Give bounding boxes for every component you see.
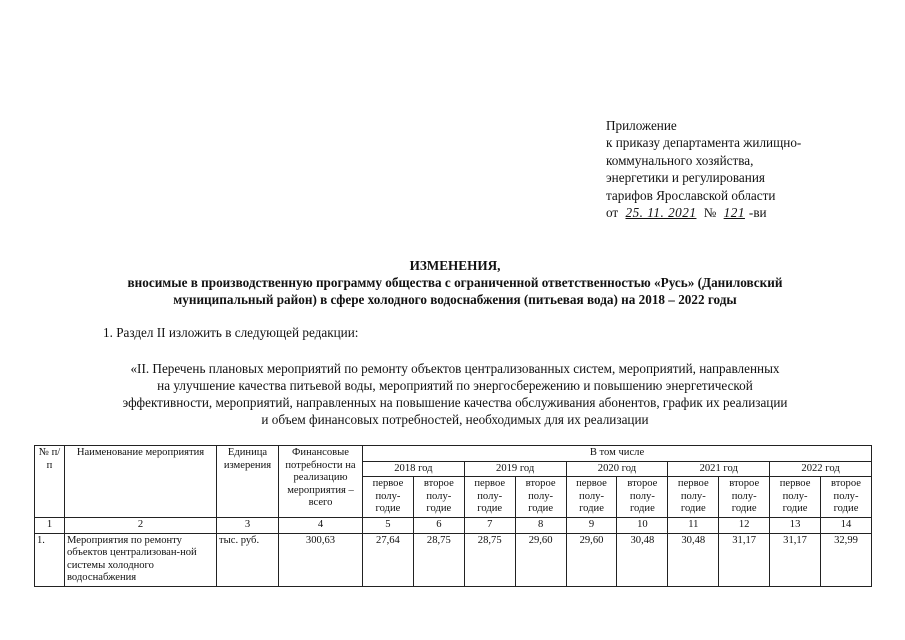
column-number: 2 — [65, 517, 217, 533]
column-number: 5 — [363, 517, 414, 533]
row-value: 31,17 — [719, 533, 770, 586]
row-name: Мероприятия по ремонту объектов централизован-ной системы холодного водоснабжения — [65, 533, 217, 586]
column-number: 14 — [821, 517, 872, 533]
row-value: 29,60 — [566, 533, 617, 586]
column-number: 7 — [464, 517, 515, 533]
row-unit: тыс. руб. — [217, 533, 279, 586]
list-title — [40, 360, 870, 428]
row-value: 29,60 — [515, 533, 566, 586]
title-line-3: муниципальный район) в сфере холодного водоснабжения (питьевая вода) на 2018 – 2022 годы — [173, 292, 737, 307]
header-name: Наименование мероприятия — [65, 446, 217, 518]
column-number: 8 — [515, 517, 566, 533]
header-first-half: первое полу-годие — [363, 477, 414, 518]
header-first-half: первое полу-годие — [668, 477, 719, 518]
section-instruction: 1. Раздел II изложить в следующей редакции: — [103, 325, 359, 340]
appendix-line: тарифов Ярославской области — [606, 187, 776, 203]
header-second-half: второе полу-годие — [821, 477, 872, 518]
header-year: 2019 год — [464, 461, 566, 477]
header-first-half: первое полу-годие — [770, 477, 821, 518]
appendix-line: энергетики и регулирования — [606, 170, 765, 186]
header-first-half: первое полу-годие — [464, 477, 515, 518]
column-number: 6 — [413, 517, 464, 533]
measures-table — [34, 445, 872, 587]
number-suffix: -ви — [748, 205, 767, 221]
column-number: 11 — [668, 517, 719, 533]
row-num: 1. — [35, 533, 65, 586]
header-year: 2022 год — [770, 461, 872, 477]
header-year: 2021 год — [668, 461, 770, 477]
column-number-row — [35, 517, 872, 533]
row-value: 28,75 — [413, 533, 464, 586]
row-value: 32,99 — [821, 533, 872, 586]
appendix-line: коммунального хозяйства, — [606, 152, 754, 168]
header-including: В том числе — [363, 446, 872, 462]
column-number: 9 — [566, 517, 617, 533]
header-first-half: первое полу-годие — [566, 477, 617, 518]
number-prefix: № — [703, 205, 717, 221]
column-number: 10 — [617, 517, 668, 533]
list-title-line-3: эффективности, мероприятий, направленных на повышение качества обслуживания абонентов, график их реализации — [122, 395, 788, 410]
order-date: 25. 11. 2021 — [625, 205, 697, 221]
header-unit: Единица измерения — [217, 446, 279, 518]
order-number: 121 — [723, 205, 745, 221]
header-year: 2020 год — [566, 461, 668, 477]
appendix-line: Приложение — [606, 118, 677, 133]
title-line-1: ИЗМЕНЕНИЯ, — [409, 258, 501, 273]
column-number: 4 — [279, 517, 363, 533]
date-prefix: от — [606, 205, 619, 221]
header-second-half: второе полу-годие — [515, 477, 566, 518]
header-second-half: второе полу-годие — [617, 477, 668, 518]
appendix-block — [606, 117, 801, 221]
column-number: 12 — [719, 517, 770, 533]
column-number: 13 — [770, 517, 821, 533]
list-title-line-2: на улучшение качества питьевой воды, мероприятий по энергосбережению и повышению энергетической — [157, 378, 753, 393]
appendix-date-line — [606, 204, 801, 221]
header-second-half: второе полу-годие — [413, 477, 464, 518]
row-value: 30,48 — [668, 533, 719, 586]
title-line-2: вносимые в производственную программу общества с ограниченной ответственностью «Русь» (Даниловский — [127, 275, 783, 290]
list-title-line-4: и объем финансовых потребностей, необходимых для их реализации — [261, 412, 649, 427]
column-number: 3 — [217, 517, 279, 533]
appendix-line: к приказу департамента жилищно- — [606, 135, 802, 151]
document-title — [30, 257, 880, 308]
header-second-half: второе полу-годие — [719, 477, 770, 518]
column-number: 1 — [35, 517, 65, 533]
header-finance: Финансовые потребности на реализацию мероприятия – всего — [279, 446, 363, 518]
table-row — [35, 533, 872, 586]
header-num: № п/п — [35, 446, 65, 518]
list-title-line-1: «II. Перечень плановых мероприятий по ремонту объектов централизованных систем, мероприятий, направленных — [130, 361, 780, 376]
row-value: 28,75 — [464, 533, 515, 586]
header-year: 2018 год — [363, 461, 465, 477]
row-value: 27,64 — [363, 533, 414, 586]
row-value: 30,48 — [617, 533, 668, 586]
row-value: 31,17 — [770, 533, 821, 586]
header-row-1 — [35, 446, 872, 462]
row-total: 300,63 — [279, 533, 363, 586]
